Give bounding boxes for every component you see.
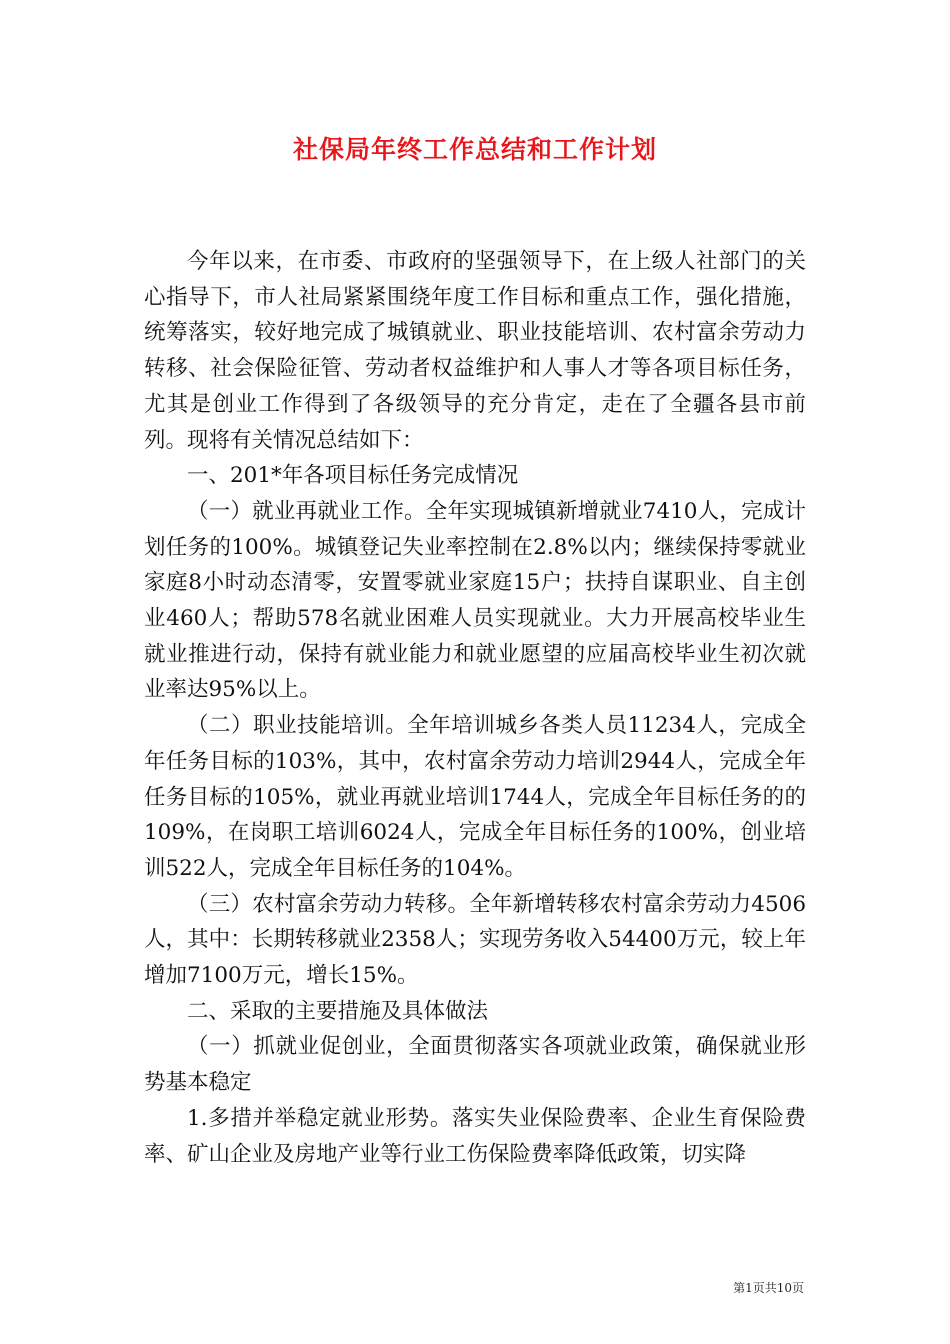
paragraph-labor-transfer: （三）农村富余劳动力转移。全年新增转移农村富余劳动力4506人，其中：长期转移就业2358人；实现劳务收入54400万元，较上年增加7100万元，增长15%。 [144, 891, 806, 989]
paragraph-intro: 今年以来，在市委、市政府的坚强领导下，在上级人社部门的关心指导下，市人社局紧紧围绕年度工作目标和重点工作，强化措施，统筹落实，较好地完成了城镇就业、职业技能培训、农村富余劳动力转移、社会保险征管、劳动者权益维护和人事人才等各项目标任务，尤其是创业工作得到了各级领导的充分肯定，走在了全疆各县市前列。现将有关情况总结如下： [144, 249, 806, 453]
page-number: 第1页共10页 [733, 1281, 804, 1295]
paragraph-employment: （一）就业再就业工作。全年实现城镇新增就业7410人，完成计划任务的100%。城镇登记失业率控制在2.8%以内；继续保持零就业家庭8小时动态清零，安置零就业家庭15户；扶持自谋职业、自主创业460人；帮助578名就业困难人员实现就业。大力开展高校毕业生就业推进行动，保持有就业能力和就业愿望的应届高校毕业生初次就业率达95%以上。 [144, 498, 806, 703]
paragraph-measures-1: （一）抓就业促创业，全面贯彻落实各项就业政策，确保就业形势基本稳定 [144, 1034, 806, 1096]
paragraph-measures-1-1: 1.多措并举稳定就业形势。落实失业保险费率、企业生育保险费率、矿山企业及房地产业等行业工伤保险费率降低政策，切实降 [144, 1105, 806, 1167]
heading-section-2: 二、采取的主要措施及具体做法 [187, 998, 489, 1024]
document-body [144, 244, 806, 1172]
heading-section-1: 一、201*年各项目标任务完成情况 [187, 463, 519, 489]
document-title: 社保局年终工作总结和工作计划 [292, 135, 657, 164]
paragraph-training: （二）职业技能培训。全年培训城乡各类人员11234人，完成全年任务目标的103%，其中，农村富余劳动力培训2944人，完成全年任务目标的105%，就业再就业培训1744人，完成全年目标任务的的109%，在岗职工培训6024人，完成全年目标任务的100%，创业培训522人，完成全年目标任务的104%。 [144, 713, 806, 881]
